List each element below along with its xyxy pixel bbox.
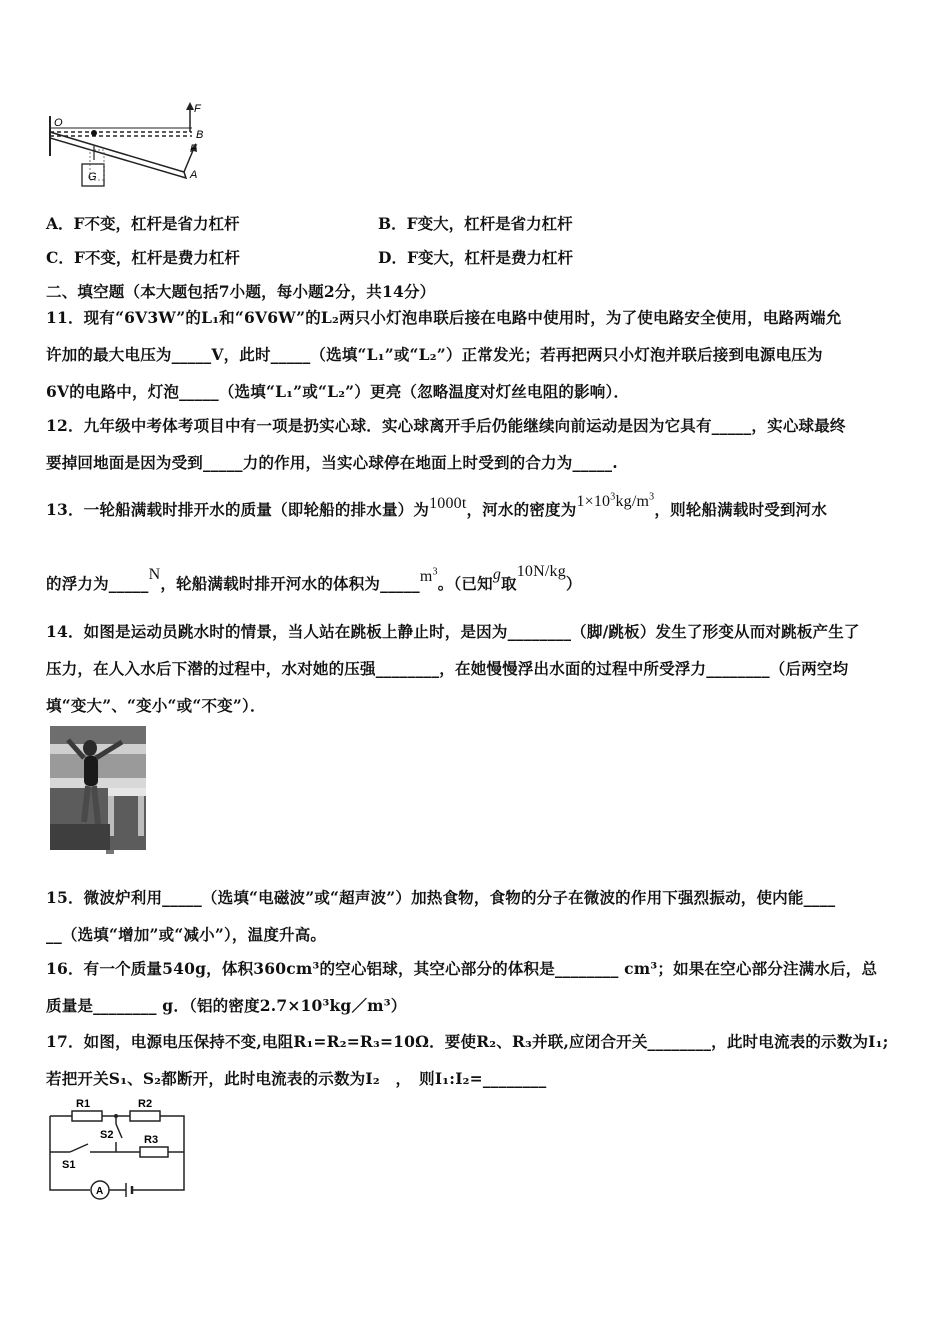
label-r2: R2: [138, 1098, 153, 1110]
q11-line3: 6V的电路中，灯泡_____（选填“L₁”或“L₂”）更亮（忽略温度对灯丝电阻的影响）．: [46, 382, 630, 401]
label-b: B: [196, 129, 204, 141]
q13-density-unit-exp: 3: [649, 491, 655, 503]
label-a: A: [190, 169, 198, 181]
q13-part2: ，河水的密度为: [466, 500, 577, 519]
label-g: G: [88, 171, 97, 183]
label-s2: S2: [100, 1129, 114, 1141]
q13-g-value: 10N/kg: [516, 563, 566, 580]
q13-density-unit: kg/m: [615, 493, 650, 510]
q13-line2: [46, 563, 582, 594]
q17-line2: 若把开关S₁、S₂都断开，此时电流表的示数为I₂ ， 则I₁:I₂=________: [46, 1069, 547, 1088]
q15-line2: __（选填“增加”或“减小”），温度升高。: [46, 925, 327, 944]
q12-line1: 12．九年级中考体考项目中有一项是扔实心球．实心球离开手后仍能继续向前运动是因为它具有_____，实心球最终: [46, 416, 846, 435]
q13-part6: 。（已知: [437, 574, 493, 593]
q13-part3: ，则轮船满载时受到河水: [654, 500, 828, 519]
circuit-figure: [44, 1094, 190, 1200]
q13-density-exp: 3: [610, 491, 616, 503]
label-s1: S1: [62, 1159, 76, 1171]
q14-line3: 填“变大”、“变小“或“不变”）．: [46, 696, 266, 715]
label-o: O: [54, 117, 63, 129]
label-f-mid: F: [190, 143, 197, 155]
label-r1: R1: [76, 1098, 91, 1110]
q13-part4: 的浮力为_____: [46, 574, 149, 593]
q12-line2: 要掉回地面是因为受到_____力的作用，当实心球停在地面上时受到的合力为_____.: [46, 453, 618, 472]
q15-line1: 15．微波炉利用_____（选填“电磁波”或“超声波”）加热食物，食物的分子在微波的作用下强烈振动，使内能____: [46, 888, 836, 907]
diver-photo: [50, 726, 146, 854]
q16-line1: 16．有一个质量540g，体积360cm³的空心铝球，其空心部分的体积是________ cm³；如果在空心部分注满水后，总: [46, 959, 878, 978]
label-f-top: F: [194, 103, 201, 115]
q13-g: g: [492, 566, 502, 583]
q13-unit-m3: m: [419, 568, 433, 585]
q13-part5: ，轮船满载时排开河水的体积为_____: [160, 574, 420, 593]
q14-line1: 14．如图是运动员跳水时的情景，当人站在跳板上静止时，是因为________（脚/跳板）发生了形变从而对跳板产生了: [46, 622, 860, 641]
q13-mass: 1000t: [429, 495, 467, 512]
q13-density: 1×10: [576, 493, 611, 510]
q10-option-c: C．F不变，杠杆是费力杠杆: [46, 248, 240, 267]
q13-part8: ）: [565, 574, 582, 593]
q17-line1: 17．如图，电源电压保持不变,电阻R₁=R₂=R₃=10Ω．要使R₂、R₃并联,应闭合开关________，此时电流表的示数为I₁;: [46, 1032, 889, 1051]
q13-unit-m3-exp: 3: [432, 566, 438, 578]
q14-line2: 压力，在人入水后下潜的过程中，水对她的压强________，在她慢慢浮出水面的过程中所受浮力________（后两空均: [46, 659, 849, 678]
label-r3: R3: [144, 1134, 159, 1146]
q13-part1: 13．一轮船满载时排开水的质量（即轮船的排水量）为: [46, 500, 430, 519]
q10-option-d: D．F变大，杠杆是费力杠杆: [378, 248, 573, 267]
q16-line2: 质量是________ g．（铝的密度2.7×10³kg／m³）: [46, 996, 407, 1015]
lever-figure: [44, 98, 214, 193]
q13-unit-n: N: [148, 566, 161, 583]
q13-part7: 取: [501, 574, 517, 593]
q10-option-b: B．F变大，杠杆是省力杠杆: [378, 214, 573, 233]
q11-line1: 11．现有“6V3W”的L₁和“6V6W”的L₂两只小灯泡串联后接在电路中使用时，为了使电路安全使用，电路两端允: [46, 308, 842, 327]
q10-option-a: A．F不变，杠杆是省力杠杆: [46, 214, 240, 233]
label-ammeter: A: [96, 1186, 104, 1197]
q13-line1: [46, 491, 828, 520]
section2-title: 二、填空题（本大题包括7小题，每小题2分，共14分）: [46, 282, 436, 301]
q11-line2: 许加的最大电压为_____V，此时_____（选填“L₁”或“L₂”）正常发光；若再把两只小灯泡并联后接到电源电压为: [46, 345, 823, 364]
